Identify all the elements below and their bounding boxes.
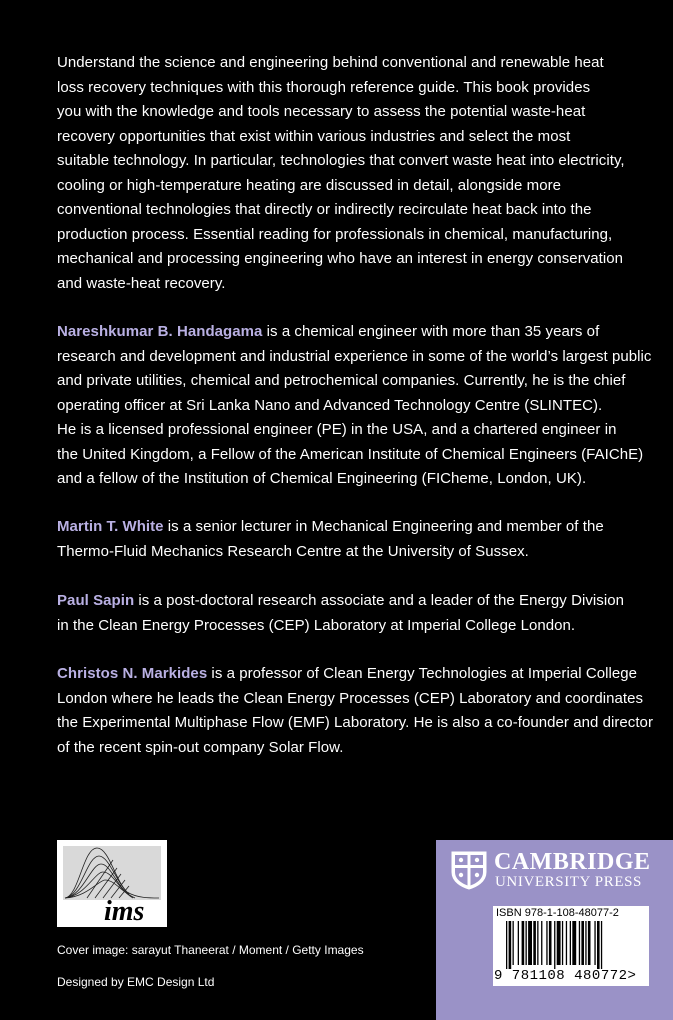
description-line: mechanical and processing engineering who have an interest in energy conservation — [57, 250, 624, 267]
author-bio-line: research and development and industrial experience in some of the world’s largest public — [57, 347, 652, 365]
barcode-bar — [526, 921, 527, 965]
author-bio-white — [57, 515, 657, 564]
design-credit: Designed by EMC Design Ltd — [57, 975, 215, 989]
barcode-bar — [533, 921, 536, 965]
book-description — [57, 51, 657, 296]
barcode-bar — [562, 921, 563, 965]
publisher-press: UNIVERSITY PRESS — [495, 874, 642, 890]
author-bio-line: London where he leads the Clean Energy Processes (CEP) Laboratory and coordinates — [57, 689, 644, 707]
author-bio-line: of the recent spin-out company Solar Flow. — [57, 738, 344, 756]
ims-logo — [57, 840, 167, 927]
author-bio-line: the United Kingdom, a Fellow of the American Institute of Chemical Engineers (FAIChE) — [57, 445, 644, 463]
cambridge-crest-icon — [450, 850, 488, 890]
author-bio-first-line: is a post-doctoral research associate and a leader of the Energy Division — [134, 592, 624, 609]
barcode-bar — [549, 921, 552, 965]
barcode-number: 9 781108 480772 — [494, 968, 628, 984]
author-bio-first-line: is a chemical engineer with more than 35 years of — [262, 323, 600, 340]
publisher-panel — [436, 840, 673, 1020]
isbn-barcode — [493, 906, 649, 986]
author-name: Nareshkumar B. Handagama — [57, 323, 263, 340]
barcode-bar — [588, 921, 591, 965]
description-line: production process. Essential reading for professionals in chemical, manufacturing, — [57, 225, 613, 243]
barcode-arrow: > — [627, 968, 637, 984]
description-line: loss recovery techniques with this thorough reference guide. This book provides — [57, 78, 591, 96]
barcode-bars — [506, 921, 634, 969]
author-bio-line: operating officer at Sri Lanka Nano and Advanced Technology Centre (SLINTEC). — [57, 396, 603, 414]
author-bio-line: in the Clean Energy Processes (CEP) Laboratory at Imperial College London. — [57, 616, 576, 634]
description-line: recovery opportunities that exist within various industries and select the most — [57, 127, 571, 145]
barcode-bar — [546, 921, 547, 965]
isbn-label: ISBN 978-1-108-48077-2 — [496, 907, 619, 919]
author-name: Martin T. White — [57, 518, 164, 535]
barcode-bar — [513, 921, 514, 965]
barcode-bar — [581, 921, 584, 965]
barcode-bar — [597, 921, 600, 969]
barcode-bar — [537, 921, 538, 965]
author-bio-line: and private utilities, chemical and petrochemical companies. Currently, he is the chief — [57, 372, 626, 389]
barcode-bar — [518, 921, 519, 965]
description-line: suitable technology. In particular, technologies that convert waste heat into electricity, — [57, 152, 625, 169]
author-bio-first-line: is a professor of Clean Energy Technologies at Imperial College — [207, 665, 638, 682]
description-line: and waste-heat recovery. — [57, 274, 226, 292]
publisher-name: CAMBRIDGE — [494, 849, 651, 875]
author-bio-line: and a fellow of the Institution of Chemical Engineering (FICheme, London, UK). — [57, 470, 587, 487]
author-bio-handagama — [57, 320, 657, 492]
barcode-bar — [541, 921, 542, 965]
barcode-bar — [506, 921, 507, 969]
barcode-bar — [522, 921, 525, 965]
author-bio-line: the Experimental Multiphase Flow (EMF) Laboratory. He is also a co-founder and director — [57, 714, 653, 731]
description-line: you with the knowledge and tools necessary to assess the potential waste-heat — [57, 103, 586, 120]
barcode-bar — [601, 921, 602, 969]
ims-logo-graphic — [57, 840, 167, 927]
author-bio-line: Thermo-Fluid Mechanics Research Centre at the University of Sussex. — [57, 542, 529, 560]
description-line: Understand the science and engineering behind conventional and renewable heat — [57, 54, 604, 71]
barcode-bar — [557, 921, 561, 965]
cover-image-credit: Cover image: sarayut Thaneerat / Moment / Getty Images — [57, 943, 364, 957]
description-line: conventional technologies that directly or indirectly recirculate heat back into the — [57, 201, 592, 218]
ims-logo-text: ims — [104, 896, 145, 927]
author-bio-markides — [57, 662, 657, 760]
barcode-bar — [554, 921, 555, 969]
barcode-bar — [572, 921, 576, 965]
barcode-bar — [528, 921, 532, 965]
barcode-bar — [566, 921, 567, 965]
barcode-bar — [594, 921, 595, 965]
barcode-bar — [585, 921, 586, 965]
barcode-bar — [579, 921, 580, 965]
description-line: cooling or high-temperature heating are discussed in detail, alongside more — [57, 176, 562, 194]
author-bio-first-line: is a senior lecturer in Mechanical Engineering and member of the — [163, 518, 604, 535]
author-bio-sapin — [57, 589, 657, 638]
author-name: Christos N. Markides — [57, 665, 208, 682]
barcode-bar — [509, 921, 512, 969]
author-name: Paul Sapin — [57, 592, 135, 609]
author-bio-line: He is a licensed professional engineer (PE) in the USA, and a chartered engineer in — [57, 421, 617, 438]
barcode-bar — [570, 921, 571, 965]
